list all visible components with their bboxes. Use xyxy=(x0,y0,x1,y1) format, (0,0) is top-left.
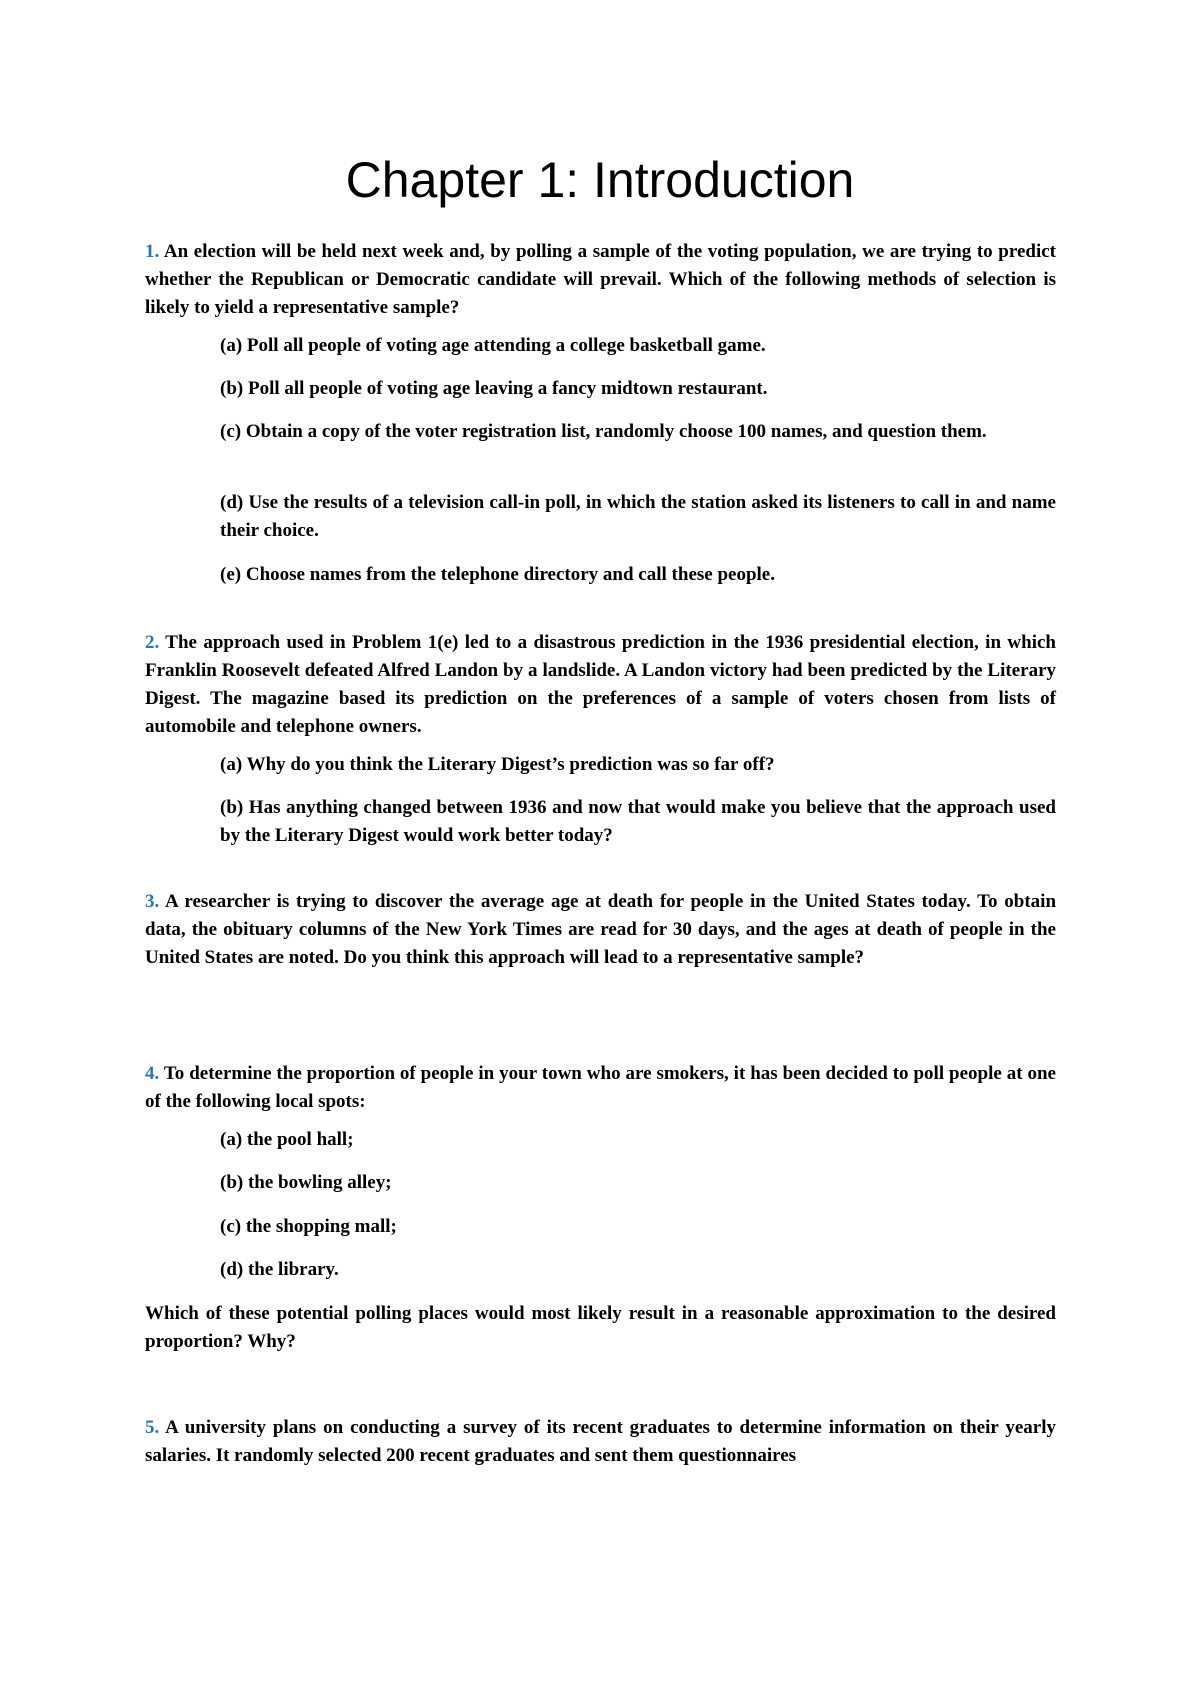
option-text: Use the results of a television call-in poll, in which the station asked its listeners to call in and name their choice. xyxy=(220,492,1056,541)
question-number: 3. xyxy=(145,891,160,912)
option-text: Poll all people of voting age attending a college basketball game. xyxy=(246,335,766,356)
option-label: (a) xyxy=(220,1129,243,1150)
option-text: Why do you think the Literary Digest’s prediction was so far off? xyxy=(246,754,775,775)
question-number: 4. xyxy=(145,1063,160,1084)
option-label: (d) xyxy=(220,1259,244,1280)
question-2-option-a xyxy=(220,751,1056,779)
option-label: (b) xyxy=(220,1172,244,1193)
question-4-option-a xyxy=(220,1126,1056,1154)
question-4 xyxy=(145,1060,1056,1116)
option-label: (b) xyxy=(220,797,244,818)
question-5 xyxy=(145,1414,1056,1470)
question-number: 2. xyxy=(145,632,160,653)
option-text: Choose names from the telephone directory and call these people. xyxy=(245,564,775,585)
question-text: A university plans on conducting a survey of its recent graduates to determine information on their yearly salaries. It randomly selected 200 recent graduates and sent them questionnaires xyxy=(145,1417,1056,1466)
question-1-option-a xyxy=(220,332,1056,360)
question-3 xyxy=(145,888,1056,972)
option-text: Poll all people of voting age leaving a fancy midtown restaurant. xyxy=(247,378,768,399)
question-number: 1. xyxy=(145,241,160,262)
question-text: To determine the proportion of people in your town who are smokers, it has been decided to poll people at one of the following local spots: xyxy=(145,1063,1056,1112)
option-text: the library. xyxy=(247,1259,339,1280)
question-text: The approach used in Problem 1(e) led to a disastrous prediction in the 1936 presidential election, in which Franklin Roosevelt defeated Alfred Landon by a landslide. A Landon victory had been predicted by the Literary Digest. The magazine based its prediction on the preferences of a sample of voters chosen from lists of automobile and telephone owners. xyxy=(145,632,1056,737)
option-label: (e) xyxy=(220,564,242,585)
option-label: (a) xyxy=(220,754,243,775)
question-1-option-c xyxy=(220,418,1056,446)
option-label: (c) xyxy=(220,421,242,442)
option-text: the bowling alley; xyxy=(247,1172,392,1193)
question-4-option-b xyxy=(220,1169,1056,1197)
question-4-option-d xyxy=(220,1256,1056,1284)
question-1-option-e xyxy=(220,561,1056,589)
option-text: Obtain a copy of the voter registration list, randomly choose 100 names, and question them. xyxy=(245,421,987,442)
option-text: Has anything changed between 1936 and now that would make you believe that the approach used by the Literary Digest would work better today? xyxy=(220,797,1057,846)
page-title: Chapter 1: Introduction xyxy=(345,152,855,208)
question-1-option-b xyxy=(220,375,1056,403)
question-2 xyxy=(145,629,1056,741)
option-label: (c) xyxy=(220,1216,242,1237)
question-1 xyxy=(145,238,1056,322)
question-4-option-c xyxy=(220,1213,1056,1241)
question-text: A researcher is trying to discover the average age at death for people in the United States today. To obtain data, the obituary columns of the New York Times are read for 30 days, and the ages at death of people in the United States are noted. Do you think this approach will lead to a representative sample? xyxy=(145,891,1057,968)
option-label: (a) xyxy=(220,335,243,356)
option-label: (b) xyxy=(220,378,244,399)
option-text: the shopping mall; xyxy=(245,1216,397,1237)
question-4-followup: Which of these potential polling places would most likely result in a reasonable approximation to the desired proportion? Why? xyxy=(145,1303,1056,1352)
question-number: 5. xyxy=(145,1417,160,1438)
question-text: An election will be held next week and, by polling a sample of the voting population, we are trying to predict whether the Republican or Democratic candidate will prevail. Which of the following methods of selection is likely to yield a representative sample? xyxy=(145,241,1056,318)
question-1-option-d xyxy=(220,489,1056,545)
option-label: (d) xyxy=(220,492,244,513)
question-2-option-b xyxy=(220,794,1056,850)
option-text: the pool hall; xyxy=(246,1129,354,1150)
